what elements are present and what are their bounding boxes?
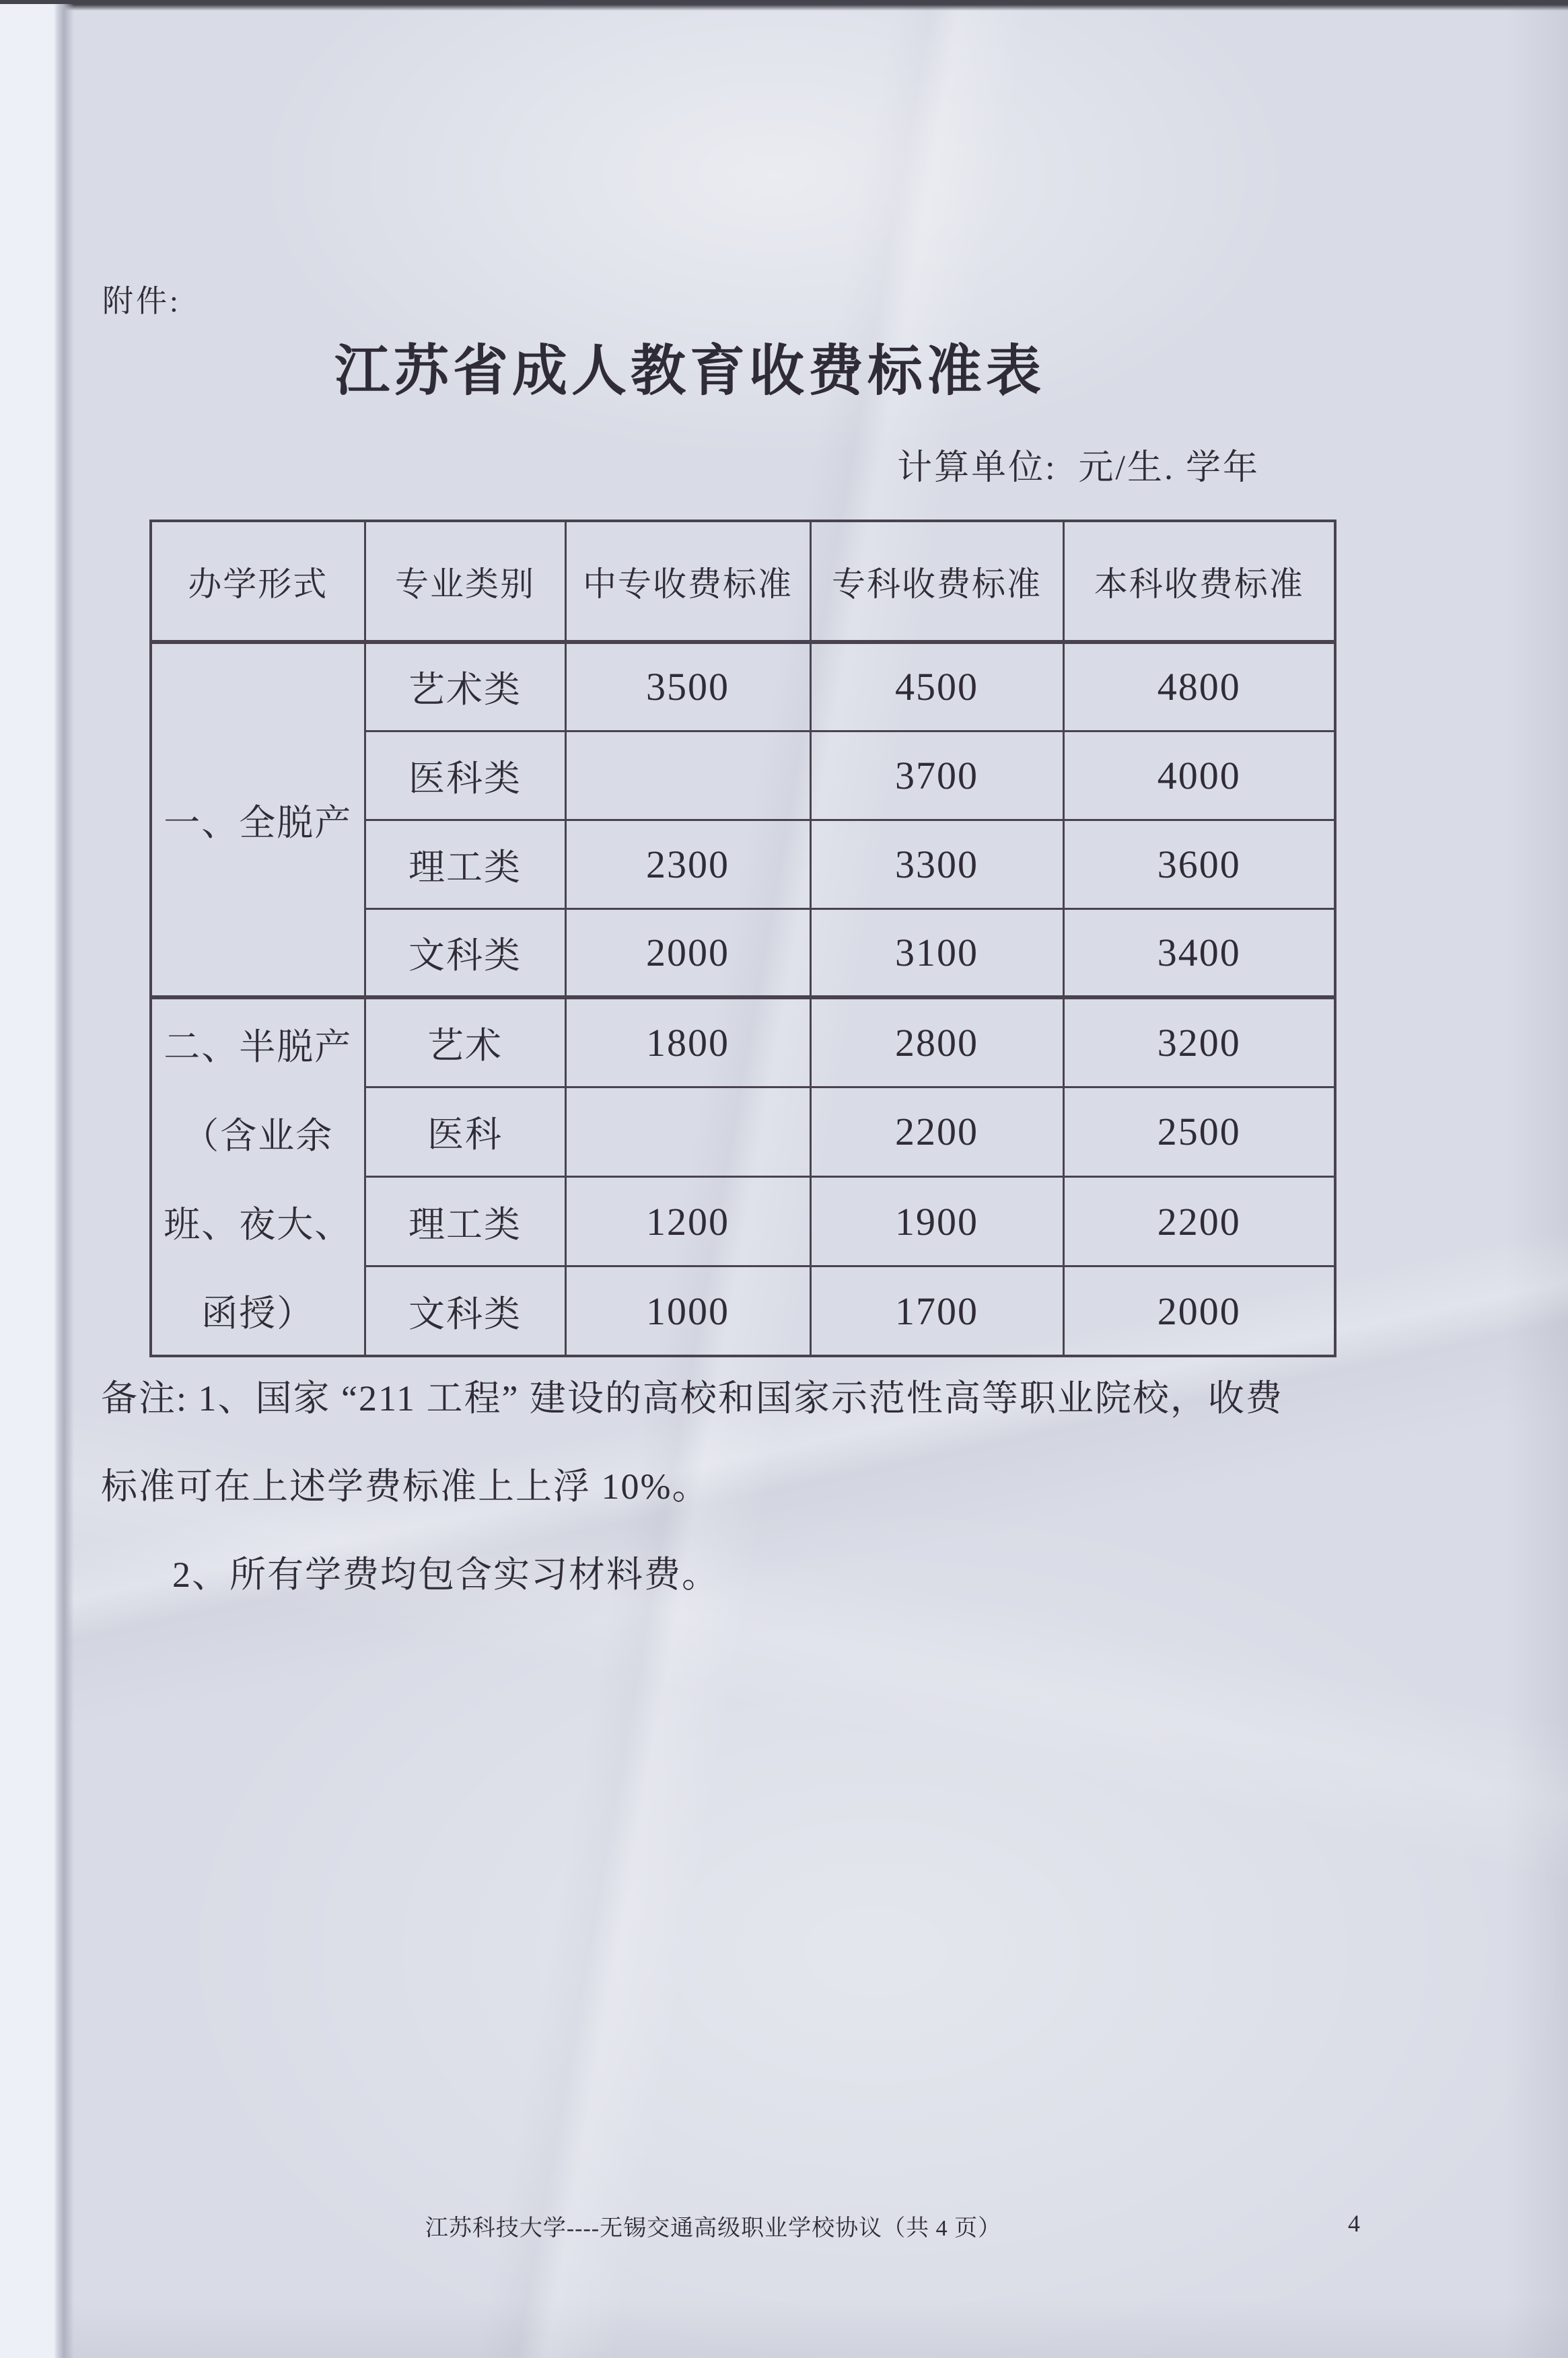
benke-cell: 3200 — [1063, 997, 1335, 1087]
benke-cell: 2500 — [1063, 1087, 1335, 1176]
zhuanke-cell: 2200 — [810, 1087, 1063, 1176]
zhongzhuan-cell: 2000 — [565, 908, 810, 997]
header-zhongzhuan-fee: 中专收费标准 — [565, 521, 810, 642]
zhongzhuan-cell — [565, 1087, 810, 1176]
zhongzhuan-cell: 2300 — [565, 820, 810, 908]
unit-note: 计算单位: 元/生. 学年 — [897, 449, 1260, 487]
benke-cell: 2000 — [1063, 1266, 1335, 1356]
zhuanke-cell: 3700 — [810, 731, 1063, 820]
header-benke-fee: 本科收费标准 — [1063, 521, 1335, 642]
zhuanke-cell: 1900 — [810, 1177, 1063, 1266]
note-line-3: 2、所有学费均包含实习材料费。 — [172, 1555, 719, 1595]
benke-cell: 2200 — [1063, 1177, 1335, 1266]
form-cell-full-time — [151, 642, 365, 997]
table-header-row — [151, 521, 1335, 642]
zhuanke-cell: 3100 — [810, 908, 1063, 997]
header-zhuanke-fee: 专科收费标准 — [810, 521, 1063, 642]
attachment-label: 附件: — [102, 284, 181, 318]
table-row — [151, 997, 1335, 1087]
benke-cell: 4000 — [1063, 731, 1335, 820]
page-number: 4 — [1348, 2210, 1360, 2237]
category-cell: 理工类 — [365, 1177, 565, 1266]
benke-cell: 3400 — [1063, 908, 1335, 997]
scan-edge-top — [0, 0, 1568, 11]
table-row — [151, 642, 1335, 731]
benke-cell: 4800 — [1063, 642, 1335, 731]
zhuanke-cell: 4500 — [810, 642, 1063, 731]
form-label-line: （含业余 — [182, 1115, 334, 1156]
category-cell: 艺术类 — [365, 642, 565, 731]
zhuanke-cell: 1700 — [810, 1266, 1063, 1356]
zhongzhuan-cell — [565, 731, 810, 820]
form-cell-part-time — [151, 997, 365, 1356]
zhuanke-cell: 3300 — [810, 820, 1063, 908]
form-label-line: 函授） — [201, 1293, 315, 1334]
zhongzhuan-cell: 3500 — [565, 642, 810, 731]
note-line-1: 备注: 1、国家 “211 工程” 建设的高校和国家示范性高等职业院校，收费 — [101, 1378, 1283, 1419]
form-label-line: 班、夜大、 — [164, 1204, 353, 1245]
page-title: 江苏省成人教育收费标准表 — [334, 341, 1045, 402]
note-line-2: 标准可在上述学费标准上上浮 10%。 — [101, 1466, 710, 1507]
category-cell: 文科类 — [365, 908, 565, 997]
page-footer — [0, 2209, 1568, 2250]
zhongzhuan-cell: 1000 — [565, 1266, 810, 1356]
footer-agreement-text: 江苏科技大学----无锡交通高级职业学校协议（共 4 页） — [425, 2216, 1002, 2241]
category-cell: 艺术 — [365, 997, 565, 1087]
category-cell: 医科类 — [365, 731, 565, 820]
category-cell: 文科类 — [365, 1266, 565, 1356]
zhongzhuan-cell: 1200 — [565, 1177, 810, 1266]
header-school-form: 办学形式 — [151, 521, 365, 642]
category-cell: 理工类 — [365, 820, 565, 908]
form-label-line: 二、半脱产 — [164, 1026, 353, 1067]
notes-block — [101, 1377, 1501, 1641]
zhuanke-cell: 2800 — [810, 997, 1063, 1087]
form-label-line: 一、全脱产 — [164, 802, 353, 843]
benke-cell: 3600 — [1063, 820, 1335, 908]
category-cell: 医科 — [365, 1087, 565, 1176]
header-major-category: 专业类别 — [365, 521, 565, 642]
zhongzhuan-cell: 1800 — [565, 997, 810, 1087]
fee-table — [149, 520, 1337, 1357]
